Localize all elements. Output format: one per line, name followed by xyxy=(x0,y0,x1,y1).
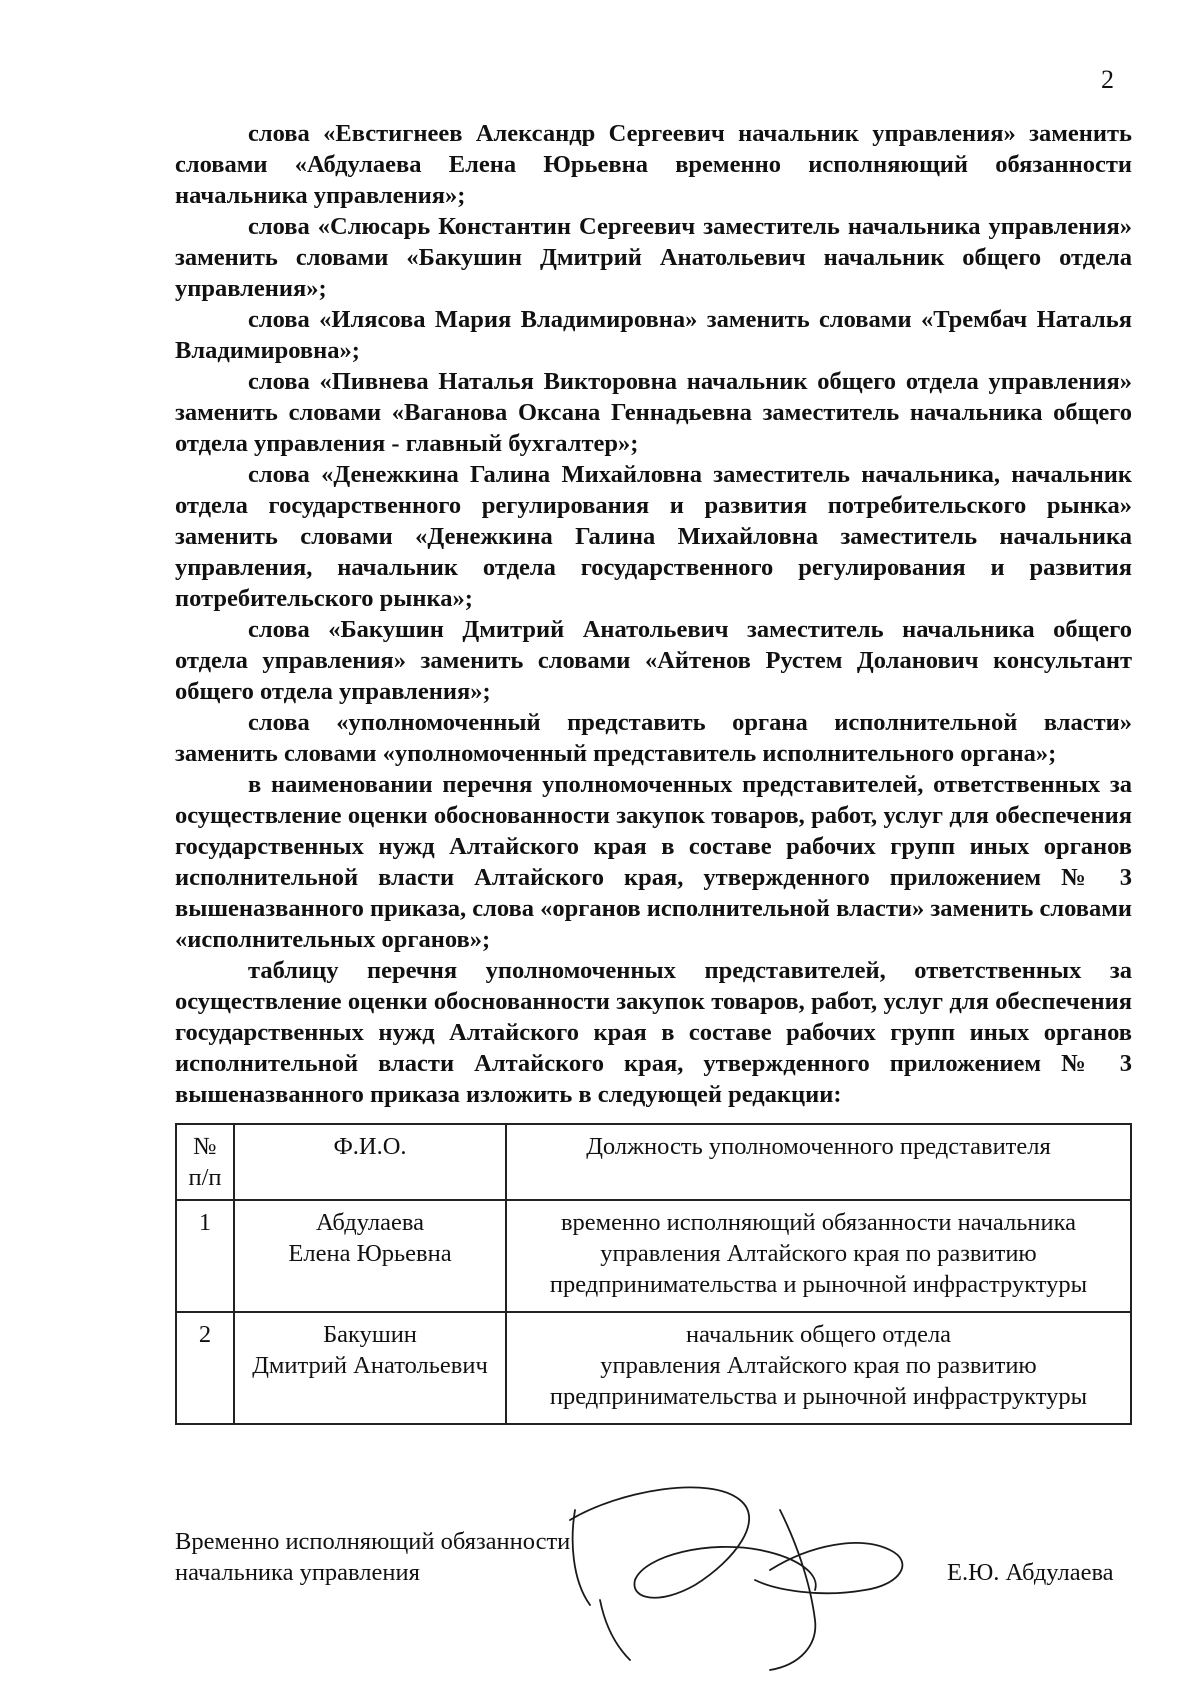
name-line: Елена Юрьевна xyxy=(288,1240,452,1267)
paragraph: слова «Илясова Мария Владимировна» заменить словами «Трембач Наталья Владимировна»; xyxy=(175,306,1132,364)
cell-name xyxy=(234,1312,506,1424)
header-number-line: № xyxy=(193,1133,217,1160)
paragraph: слова «Пивнева Наталья Викторовна начальник общего отдела управления» заменить словами «Ваганова Оксана Геннадьевна заместитель начальника общего отдела управления - главный бухгалтер»; xyxy=(175,368,1132,457)
name-line: Бакушин xyxy=(323,1321,417,1348)
position-line: предпринимательства и рыночной инфраструктуры xyxy=(549,1271,1088,1298)
paragraph: слова «уполномоченный представить органа исполнительной власти» заменить словами «уполномоченный представитель исполнительного органа»; xyxy=(175,709,1132,767)
header-number xyxy=(176,1124,234,1200)
representatives-table xyxy=(175,1123,1132,1425)
name-line: Абдулаева xyxy=(315,1209,425,1236)
signer-title-line: Временно исполняющий обязанности xyxy=(175,1528,571,1555)
paragraph: слова «Евстигнеев Александр Сергеевич начальник управления» заменить словами «Абдулаева Елена Юрьевна временно исполняющий обязанности начальника управления»; xyxy=(175,120,1132,209)
cell-position xyxy=(506,1200,1131,1312)
cell-number: 2 xyxy=(176,1312,234,1424)
header-number-line: п/п xyxy=(188,1164,222,1191)
header-position: Должность уполномоченного представителя xyxy=(506,1124,1131,1200)
handwritten-signature xyxy=(560,1480,960,1690)
table-header-row xyxy=(176,1124,1131,1200)
paragraph: в наименовании перечня уполномоченных представителей, ответственных за осуществление оценки обоснованности закупок товаров, работ, услуг для обеспечения государственных нужд Алтайского края в составе рабочих групп иных органов исполнительной власти Алтайского края, утвержденного приложением № 3 вышеназванного приказа, слова «органов исполнительной власти» заменить словами «исполнительных органов»; xyxy=(175,771,1132,953)
page-number: 2 xyxy=(1101,65,1114,94)
cell-number: 1 xyxy=(176,1200,234,1312)
position-line: управления Алтайского края по развитию xyxy=(600,1352,1037,1379)
table-row xyxy=(176,1312,1131,1424)
header-name: Ф.И.О. xyxy=(234,1124,506,1200)
paragraph: таблицу перечня уполномоченных представителей, ответственных за осуществление оценки обоснованности закупок товаров, работ, услуг для обеспечения государственных нужд Алтайского края в составе рабочих групп иных органов исполнительной власти Алтайского края, утвержденного приложением № 3 вышеназванного приказа изложить в следующей редакции: xyxy=(175,957,1132,1108)
position-line: управления Алтайского края по развитию xyxy=(600,1240,1037,1267)
paragraph: слова «Слюсарь Константин Сергеевич заместитель начальника управления» заменить словами «Бакушин Дмитрий Анатольевич начальник общего отдела управления»; xyxy=(175,213,1132,302)
table-row xyxy=(176,1200,1131,1312)
paragraph: слова «Бакушин Дмитрий Анатольевич заместитель начальника общего отдела управления» заменить словами «Айтенов Рустем Доланович консультант общего отдела управления»; xyxy=(175,616,1132,705)
position-line: начальник общего отдела xyxy=(685,1321,952,1348)
name-line: Дмитрий Анатольевич xyxy=(252,1352,488,1379)
cell-name xyxy=(234,1200,506,1312)
position-line: предпринимательства и рыночной инфраструктуры xyxy=(549,1383,1088,1410)
position-line: временно исполняющий обязанности начальника xyxy=(560,1209,1077,1236)
cell-position xyxy=(506,1312,1131,1424)
document-body xyxy=(175,118,1132,1110)
signer-name: Е.Ю. Абдулаева xyxy=(947,1559,1114,1586)
signer-title-line: начальника управления xyxy=(175,1559,420,1586)
paragraph: слова «Денежкина Галина Михайловна заместитель начальника, начальник отдела государственного регулирования и развития потребительского рынка» заменить словами «Денежкина Галина Михайловна заместитель начальника управления, начальник отдела государственного регулирования и развития потребительского рынка»; xyxy=(175,461,1132,612)
signer-title xyxy=(175,1526,570,1588)
